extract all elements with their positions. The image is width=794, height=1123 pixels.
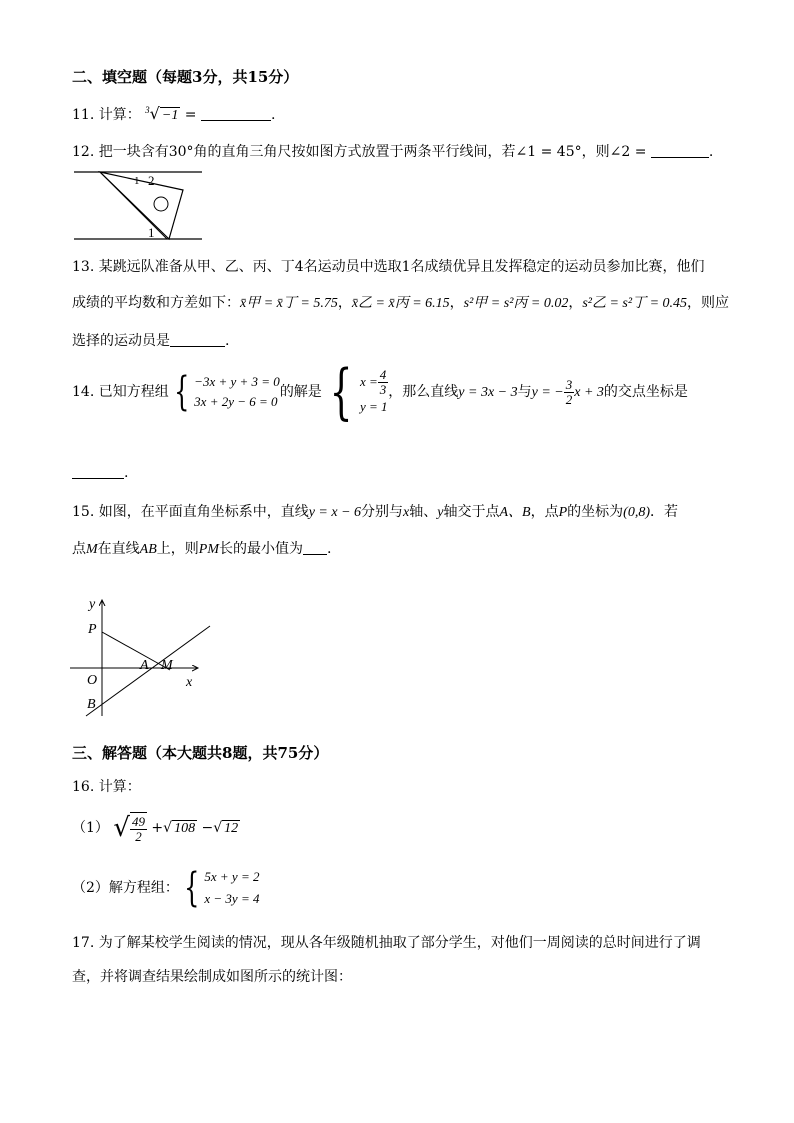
q16-part-1-radicand-3: 12	[224, 821, 239, 836]
q15-x-var: x	[403, 505, 410, 520]
q16-part-2-label: （2）解方程组：	[72, 880, 179, 896]
q14-solution-x-numerator: 4	[379, 366, 387, 382]
q15-number: 15.	[72, 504, 95, 520]
q15-y-var: y	[437, 505, 444, 520]
q14-line-2-a: y = −	[531, 385, 564, 400]
question-15-line-1	[72, 501, 678, 521]
q15-period: .	[327, 541, 332, 557]
q14-line-2-numerator: 3	[565, 376, 573, 392]
q15-segment-pm: PM	[198, 542, 219, 557]
q14-text-d: 与	[517, 384, 532, 400]
section-2-title: 二、填空题（每题3分，共15分）	[72, 68, 299, 86]
q16-text: 计算：	[98, 779, 141, 795]
q15-coordinate-figure	[70, 592, 220, 722]
q14-text-e: 的交点坐标是	[603, 384, 688, 400]
q12-number: 12.	[72, 144, 95, 160]
q15-label-o: O	[87, 673, 98, 688]
q14-solution-x: x =	[360, 373, 378, 389]
q14-solution-y: y = 1	[360, 398, 388, 414]
q15-text-1a: 如图，在平面直角坐标系中，直线	[98, 504, 309, 520]
q15-point-m: M	[86, 542, 98, 557]
question-12	[72, 141, 713, 161]
q15-label-p: P	[88, 622, 97, 637]
q14-text-c: ，那么直线	[388, 384, 459, 400]
q14-text-a: 已知方程组	[98, 384, 169, 400]
q12-period: .	[708, 144, 714, 160]
q15-line-ab: AB	[139, 542, 157, 557]
q11-answer-blank[interactable]	[201, 106, 271, 121]
q12-figure	[72, 166, 207, 246]
q14-equation-1: −3x + y + 3 = 0	[194, 374, 280, 389]
question-13-line-1	[72, 256, 705, 276]
q16-part-2-equation-1: 5x + y = 2	[204, 869, 260, 884]
q11-number: 11.	[72, 107, 95, 123]
q15-text-1g: ．若	[649, 504, 678, 520]
q15-coordinate: (0,8)	[623, 505, 650, 520]
q15-label-a: A	[140, 658, 149, 673]
question-17-line-1	[72, 932, 701, 952]
q11-equals: =	[184, 107, 197, 123]
q16-part-1-numerator: 49	[131, 814, 145, 829]
q17-line-1: 为了解某校学生阅读的情况，现从各年级随机抽取了部分学生，对他们一周阅读的总时间进行了调	[98, 935, 701, 951]
q14-solution-x-denominator: 3	[379, 381, 387, 397]
q16-part-1: （1） √ $\frac{49}{2}$ +√ 108 −√ 12	[72, 813, 239, 844]
q15-text-1e: ，点	[530, 504, 559, 520]
q16-part-1-plus: +	[151, 820, 164, 836]
q11-root-index: 3	[145, 105, 150, 115]
question-11: 11. 计算： $^3$√ −1 = .	[72, 104, 276, 123]
q15-text-2a: 点	[72, 541, 86, 557]
q13-variance-jia-bing: s²甲 = s²丙 = 0.02	[463, 296, 569, 311]
q13-line-1: 某跳远队准备从甲、乙、丙、丁4名运动员中选取1名成绩优异且发挥稳定的运动员参加比赛，他们	[98, 259, 705, 275]
q14-line-2-denominator: 2	[565, 391, 573, 407]
q16-part-2	[72, 866, 259, 910]
q15-point-p: P	[558, 505, 568, 520]
q13-variance-yi-ding: s²乙 = s²丁 = 0.45	[582, 296, 688, 311]
q12-angle-label-1-bottom: 1	[148, 225, 155, 240]
question-15-line-2	[72, 538, 331, 558]
q15-label-m: M	[161, 658, 173, 673]
q15-text-2d: 长的最小值为	[219, 541, 303, 557]
q15-label-y: y	[89, 597, 96, 612]
q11-period: .	[270, 107, 276, 123]
q15-line-equation: y = x − 6	[308, 505, 362, 520]
q16-part-2-system: { 5x + y = 2 x − 3y = 4	[184, 865, 260, 911]
q14-period: .	[124, 465, 129, 481]
q13-line-2-end: ，则应	[687, 295, 730, 311]
q13-period: .	[225, 333, 230, 349]
q15-text-2b: 在直线	[97, 541, 140, 557]
q16-number: 16.	[72, 779, 95, 795]
q13-answer-blank[interactable]	[170, 332, 225, 347]
question-13-line-3	[72, 330, 229, 350]
q16-part-1-minus: −	[201, 820, 214, 836]
q13-line-2-intro: 成绩的平均数和方差如下：	[72, 295, 240, 311]
q16-part-1-radicand-2: 108	[174, 821, 196, 836]
q14-line-1: y = 3x − 3	[458, 385, 518, 400]
q12-text: 把一块含有30°角的直角三角尺按如图方式放置于两条平行线间，若∠1 = 45°，则∠2 =	[98, 144, 647, 160]
q12-angle-label-2: 2	[148, 173, 155, 188]
q15-points-ab: A、B	[499, 505, 531, 520]
q15-text-1b: 分别与	[361, 504, 404, 520]
q13-mean-jia-ding: x̄甲 = x̄丁 = 5.75	[240, 296, 338, 311]
q13-line-3: 选择的运动员是	[72, 333, 170, 349]
q16-part-1-denominator: 2	[135, 829, 142, 844]
q14-answer-blank[interactable]	[72, 464, 124, 479]
question-17-line-2	[72, 966, 352, 986]
q13-number: 13.	[72, 259, 95, 275]
q14-equation-2: 3x + 2y − 6 = 0	[194, 394, 278, 409]
q15-label-x: x	[186, 675, 193, 690]
q14-equation-system: { −3x + y + 3 = 0 3x + 2y − 6 = 0	[173, 369, 280, 415]
q15-label-b: B	[87, 697, 96, 712]
q11-text: 计算：	[98, 107, 141, 123]
q15-text-1d: 轴交于点	[443, 504, 500, 520]
q13-mean-yi-bing: x̄乙 = x̄丙 = 6.15	[351, 296, 450, 311]
q14-number: 14.	[72, 384, 95, 400]
q15-answer-blank[interactable]	[303, 540, 327, 555]
q15-segment-pm-line	[102, 632, 170, 670]
q15-text-1f: 的坐标为	[567, 504, 624, 520]
q11-radicand: −1	[161, 108, 179, 123]
question-14	[72, 357, 688, 427]
q14-text-b: 的解是	[279, 384, 322, 400]
q15-text-2c: 上，则	[156, 541, 199, 557]
q12-angle-label-1-top: 1	[134, 175, 140, 187]
q17-line-2: 查，并将调查结果绘制成如图所示的统计图：	[72, 969, 352, 985]
question-16	[72, 776, 141, 796]
q16-part-2-equation-2: x − 3y = 4	[204, 891, 260, 906]
q12-ruler-hole	[154, 197, 168, 211]
q12-answer-blank[interactable]	[651, 143, 709, 158]
question-14-answer-line	[72, 464, 128, 481]
q14-line-2-b: x + 3	[574, 385, 604, 400]
question-13-line-2: 成绩的平均数和方差如下：x̄甲 = x̄丁 = 5.75，x̄乙 = x̄丙 = 6.15，s²甲 = s²丙 = 0.02，s²乙 = s²丁 = 0.45，则应	[72, 295, 730, 311]
q14-solution: { x = $\frac{4}{3}$ y = 1	[329, 357, 388, 427]
q15-text-1c: 轴、	[409, 504, 438, 520]
section-3-title: 三、解答题（本大题共8题，共75分）	[72, 744, 329, 762]
q17-number: 17.	[72, 935, 95, 951]
q16-part-1-label: （1）	[72, 820, 109, 836]
q12-triangle-ruler	[100, 172, 183, 239]
